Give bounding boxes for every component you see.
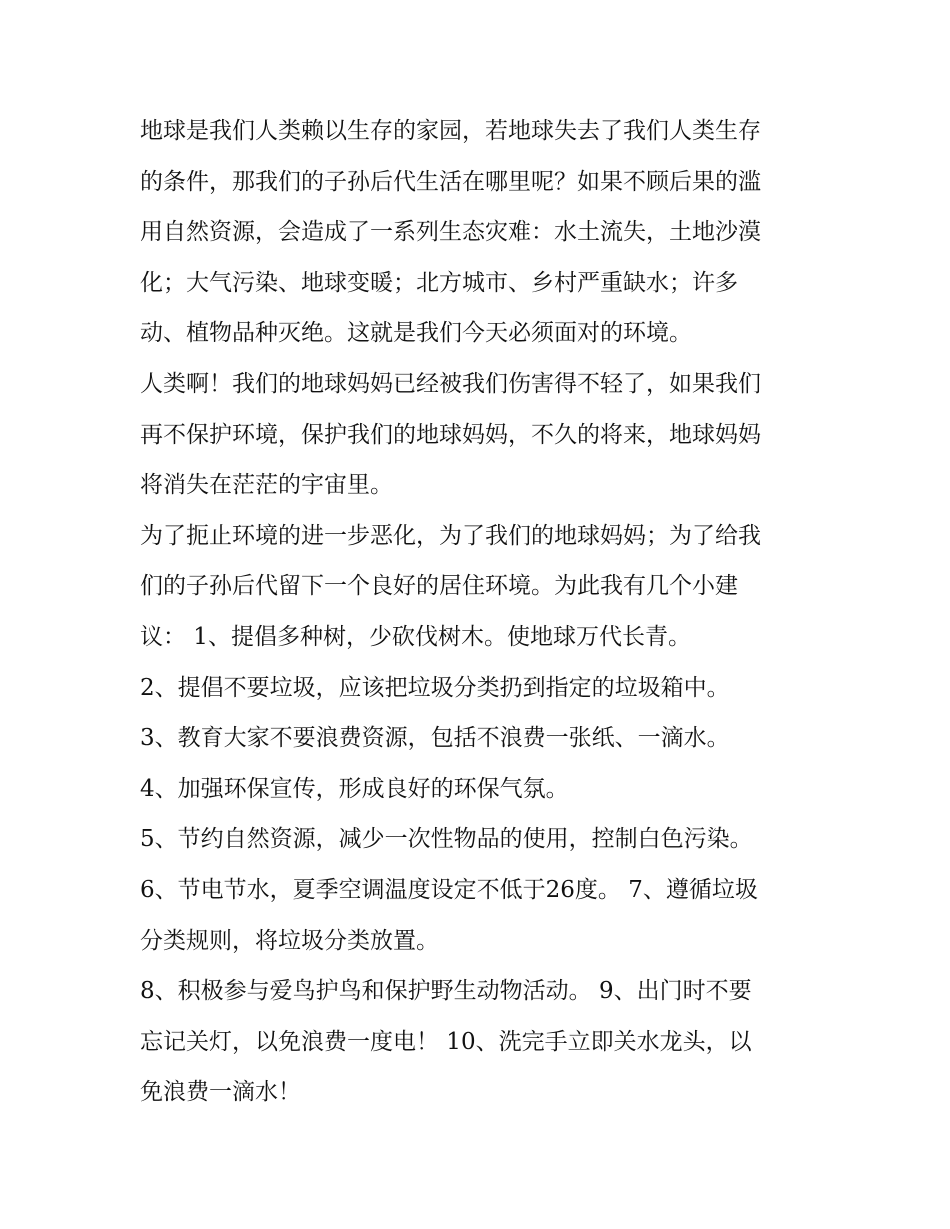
suggestion-item-3 <box>140 713 820 764</box>
text-line: 们的子孙后代留下一个良好的居住环境。为此我有几个小建 <box>140 573 738 600</box>
text-line: 议： 1、提倡多种树，少砍伐树木。使地球万代长青。 <box>140 623 691 650</box>
text-line: 2、提倡不要垃圾，应该把垃圾分类扔到指定的垃圾箱中。 <box>140 674 730 701</box>
text-line: 免浪费一滴水！ <box>140 1079 301 1106</box>
text-line: 8、积极参与爱鸟护鸟和保护野生动物活动。 9、出门时不要 <box>140 978 752 1005</box>
text-line: 化；大气污染、地球变暖；北方城市、乡村严重缺水；许多 <box>140 269 738 296</box>
paragraph-intro <box>140 106 820 359</box>
suggestion-item-2 <box>140 663 820 714</box>
text-line: 人类啊！我们的地球妈妈已经被我们伤害得不轻了，如果我们 <box>140 370 761 397</box>
paragraph-appeal <box>140 359 820 511</box>
text-line: 4、加强环保宣传，形成良好的环保气氛。 <box>140 775 569 802</box>
text-line: 分类规则，将垃圾分类放置。 <box>140 927 439 954</box>
suggestion-item-8-10 <box>140 966 820 1118</box>
paragraph-suggestions-intro <box>140 511 820 663</box>
text-line: 5、节约自然资源，减少一次性物品的使用，控制白色污染。 <box>140 826 753 853</box>
suggestion-item-4 <box>140 764 820 815</box>
text-line: 再不保护环境，保护我们的地球妈妈，不久的将来，地球妈妈 <box>140 421 761 448</box>
document-body <box>140 106 820 1118</box>
text-line: 将消失在茫茫的宇宙里。 <box>140 472 393 499</box>
suggestion-item-6-7 <box>140 865 820 966</box>
text-line: 的条件，那我们的子孙后代生活在哪里呢？如果不顾后果的滥 <box>140 168 761 195</box>
text-line: 用自然资源，会造成了一系列生态灾难：水土流失，土地沙漠 <box>140 219 761 246</box>
text-line: 6、节电节水，夏季空调温度设定不低于26度。 7、遵循垃圾 <box>140 876 758 903</box>
text-line: 动、植物品种灭绝。这就是我们今天必须面对的环境。 <box>140 320 692 347</box>
suggestion-item-5 <box>140 814 820 865</box>
text-line: 地球是我们人类赖以生存的家园，若地球失去了我们人类生存 <box>140 118 761 144</box>
text-line: 为了扼止环境的进一步恶化，为了我们的地球妈妈；为了给我 <box>140 522 761 549</box>
text-line: 3、教育大家不要浪费资源，包括不浪费一张纸、一滴水。 <box>140 725 730 752</box>
text-line: 忘记关灯，以免浪费一度电！ 10、洗完手立即关水龙头，以 <box>140 1028 752 1055</box>
